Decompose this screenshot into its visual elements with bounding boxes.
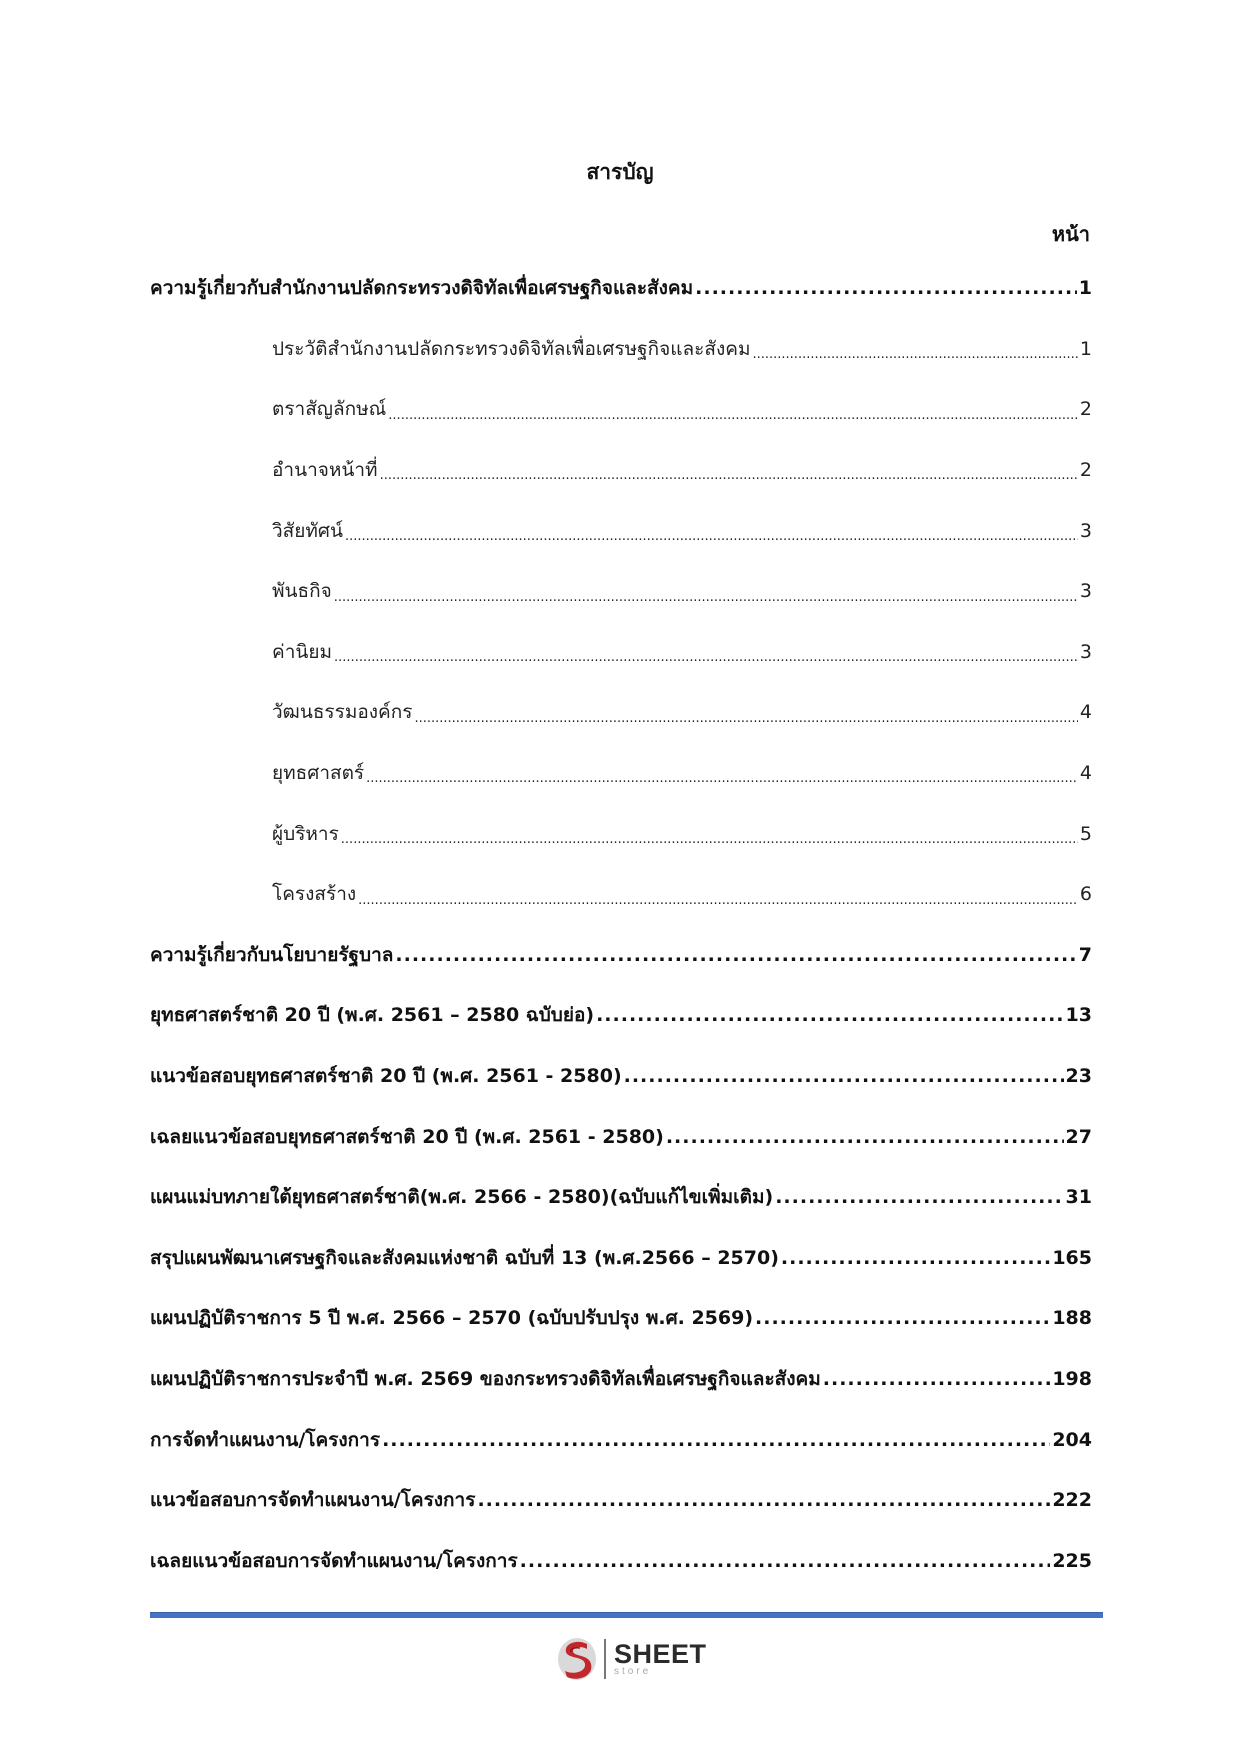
toc-entry-label: สรุปแผนพัฒนาเศรษฐกิจและสังคมแห่งชาติ ฉบับที่ 13 (พ.ศ.2566 – 2570)	[150, 1246, 779, 1269]
toc-entry-page: 13	[1065, 1004, 1092, 1027]
toc-entry-page: 23	[1065, 1065, 1092, 1088]
toc-subentry[interactable]	[150, 743, 1092, 804]
toc-entry-page: 1	[1079, 337, 1092, 360]
toc-entry-page: 31	[1065, 1186, 1092, 1209]
dot-leader	[341, 832, 1078, 864]
toc-entry[interactable]	[150, 985, 1092, 1046]
page-title: สารบัญ	[586, 160, 654, 184]
logo-separator	[604, 1639, 606, 1679]
toc-subentry[interactable]	[150, 682, 1092, 743]
toc-entry[interactable]	[150, 1409, 1092, 1470]
toc-entry-page: 4	[1079, 762, 1092, 785]
toc-entry-page: 3	[1079, 519, 1092, 542]
toc-entry-label: แผนแม่บทภายใต้ยุทธศาสตร์ชาติ(พ.ศ. 2566 - 2580)(ฉบับแก้ไขเพิ่มเติม)	[150, 1186, 774, 1209]
toc-entry[interactable]	[150, 1288, 1092, 1349]
dot-leader	[388, 408, 1078, 440]
toc-entry-page: 165	[1052, 1246, 1092, 1269]
sheet-store-logo	[556, 1633, 707, 1685]
table-of-contents	[150, 258, 1092, 1591]
toc-entry-label: วิสัยทัศน์	[272, 519, 343, 542]
dot-leader	[358, 893, 1078, 925]
toc-entry-label: โครงสร้าง	[272, 883, 357, 906]
toc-entry-page: 222	[1052, 1489, 1092, 1512]
toc-entry-label: เฉลยแนวข้อสอบการจัดทำแผนงาน/โครงการ	[150, 1549, 518, 1572]
toc-entry-label: แนวข้อสอบยุทธศาสตร์ชาติ 20 ปี (พ.ศ. 2561 - 2580)	[150, 1065, 622, 1088]
toc-entry[interactable]	[150, 1046, 1092, 1107]
toc-entry-page: 27	[1065, 1125, 1092, 1148]
dot-leader	[382, 1429, 1050, 1451]
toc-entry-page: 7	[1078, 943, 1092, 966]
toc-entry-label: แผนปฏิบัติราชการประจำปี พ.ศ. 2569 ของกระทรวงดิจิทัลเพื่อเศรษฐกิจและสังคม	[150, 1367, 821, 1390]
toc-entry-label: อำนาจหน้าที่	[272, 459, 378, 482]
page-column-header: หน้า	[1051, 222, 1090, 246]
toc-entry-label: วัฒนธรรมองค์กร	[272, 701, 413, 724]
toc-subentry[interactable]	[150, 803, 1092, 864]
toc-subentry[interactable]	[150, 500, 1092, 561]
toc-entry-label: ค่านิยม	[272, 640, 333, 663]
toc-entry[interactable]	[150, 1106, 1092, 1167]
toc-entry-label: เฉลยแนวข้อสอบยุทธศาสตร์ชาติ 20 ปี (พ.ศ. 2561 - 2580)	[150, 1125, 664, 1148]
toc-entry[interactable]	[150, 1530, 1092, 1591]
toc-entry[interactable]	[150, 1228, 1092, 1289]
logo-wordmark: SHEET	[614, 1639, 707, 1669]
toc-entry-label: ความรู้เกี่ยวกับนโยบายรัฐบาล	[150, 943, 394, 966]
toc-entry-page: 204	[1052, 1428, 1092, 1451]
toc-entry[interactable]	[150, 1349, 1092, 1410]
dot-leader	[395, 944, 1076, 966]
toc-subentry[interactable]	[150, 379, 1092, 440]
dot-leader	[695, 277, 1077, 299]
dot-leader	[334, 590, 1078, 622]
toc-entry-page: 3	[1079, 640, 1092, 663]
dot-leader	[477, 1489, 1050, 1511]
dot-leader	[596, 1004, 1063, 1026]
toc-entry[interactable]	[150, 925, 1092, 986]
toc-entry-label: ยุทธศาสตร์ชาติ 20 ปี (พ.ศ. 2561 – 2580 ฉบับย่อ)	[150, 1004, 595, 1027]
toc-subentry[interactable]	[150, 864, 1092, 925]
dot-leader	[823, 1368, 1051, 1390]
dot-leader	[752, 347, 1077, 379]
toc-entry-label: ตราสัญลักษณ์	[272, 398, 387, 421]
toc-entry[interactable]	[150, 1167, 1092, 1228]
logo-subtitle: store	[614, 1666, 652, 1677]
toc-entry-page: 3	[1079, 580, 1092, 603]
dot-leader	[666, 1126, 1064, 1148]
footer-rule	[150, 1612, 1103, 1618]
toc-entry-label: ผู้บริหาร	[272, 822, 339, 845]
toc-subentry[interactable]	[150, 561, 1092, 622]
dot-leader	[781, 1247, 1050, 1269]
toc-entry-label: แนวข้อสอบการจัดทำแผนงาน/โครงการ	[150, 1489, 476, 1512]
toc-entry-label: การจัดทำแผนงาน/โครงการ	[150, 1428, 381, 1451]
toc-entry-page: 1	[1078, 277, 1092, 300]
logo-text	[614, 1641, 707, 1677]
dot-leader	[414, 711, 1077, 743]
dot-leader	[520, 1550, 1051, 1572]
toc-entry-label: ยุทธศาสตร์	[272, 762, 365, 785]
toc-entry-page: 5	[1079, 822, 1092, 845]
dot-leader	[380, 468, 1078, 500]
toc-entry-page: 225	[1052, 1549, 1092, 1572]
toc-entry-page: 188	[1052, 1307, 1092, 1330]
toc-entry-page: 6	[1079, 883, 1092, 906]
dot-leader	[345, 529, 1078, 561]
toc-entry[interactable]	[150, 258, 1092, 319]
dot-leader	[624, 1065, 1064, 1087]
dot-leader	[366, 771, 1078, 803]
toc-entry-label: พันธกิจ	[272, 580, 332, 603]
toc-entry-page: 4	[1079, 701, 1092, 724]
toc-entry-page: 2	[1079, 398, 1092, 421]
toc-entry[interactable]	[150, 1470, 1092, 1531]
toc-subentry[interactable]	[150, 319, 1092, 380]
toc-entry-label: แผนปฏิบัติราชการ 5 ปี พ.ศ. 2566 – 2570 (ฉบับปรับปรุง พ.ศ. 2569)	[150, 1307, 754, 1330]
toc-subentry[interactable]	[150, 440, 1092, 501]
toc-entry-page: 2	[1079, 459, 1092, 482]
dot-leader	[334, 650, 1078, 682]
toc-entry-label: ประวัติสำนักงานปลัดกระทรวงดิจิทัลเพื่อเศรษฐกิจและสังคม	[272, 337, 751, 360]
dot-leader	[755, 1307, 1050, 1329]
toc-entry-page: 198	[1052, 1367, 1092, 1390]
sheet-store-logo-icon	[556, 1635, 598, 1683]
toc-entry-label: ความรู้เกี่ยวกับสำนักงานปลัดกระทรวงดิจิทัลเพื่อเศรษฐกิจและสังคม	[150, 277, 694, 300]
dot-leader	[775, 1186, 1063, 1208]
toc-subentry[interactable]	[150, 622, 1092, 683]
